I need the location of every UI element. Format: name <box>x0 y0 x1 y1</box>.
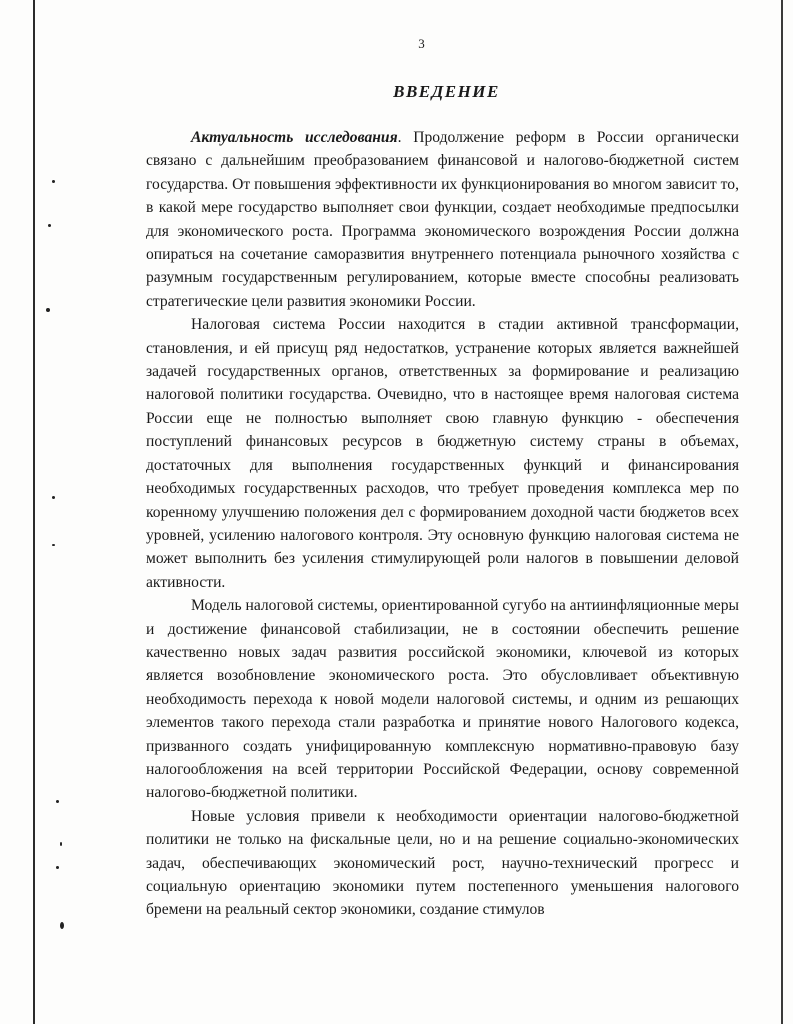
scan-speck <box>60 922 64 929</box>
scan-speck <box>60 842 62 846</box>
paragraph-text: Продолжение реформ в России органически связано с дальнейшим преобразованием финансовой и налогово-бюджетной систем государства. От повышения эффективности их функционирования во многом зависит то, в какой мере государство выполняет свои функции, создает необходимые предпосылки для экономического роста. Программа экономического возрождения России должна опираться на сочетание саморазвития внутреннего потенциала рыночного хозяйства с разумным государственным регулированием, которые вместе способны реализовать стратегические цели развития экономики России. <box>146 129 739 310</box>
paragraph-lead: Актуальность исследования <box>191 129 398 146</box>
body-text <box>146 126 739 922</box>
paragraph: Новые условия привели к необходимости ориентации налогово-бюджетной политики не только на фискальные цели, но и на решение социально-экономических задач, обеспечивающих экономический рост, научно-технический прогресс и социальную ориентацию экономики путем постепенного уменьшения налогового бремени на реальный сектор экономики, создание стимулов <box>146 807 739 919</box>
scan-left-border <box>33 0 35 1024</box>
paragraph: Налоговая система России находится в стадии активной трансформации, становления, и ей присущ ряд недостатков, устранение которых является важнейшей задачей государственных органов, ответственных за формирование и реализацию налоговой политики государства. Очевидно, что в настоящее время налоговая система России еще не полностью выполняет свою главную функцию - обеспечения поступлений финансовых ресурсов в бюджетную систему страны в объемах, достаточных для выполнения государственных функций и финансирования необходимых государственных расходов, что требует проведения комплекса мер по коренному улучшению положения дел с формированием доходной части бюджетов всех уровней, усилению налогового контроля. Эту основную функцию налоговая система не может выполнить без усиления стимулирующей роли налогов в повышении деловой активности. <box>146 316 739 591</box>
paragraph-lead-punct: . <box>397 129 402 146</box>
paragraph <box>146 126 739 313</box>
paragraph: Модель налоговой системы, ориентированной сугубо на антиинфляционные меры и достижение финансовой стабилизации, не в состоянии обеспечить решение качественно новых задач развития российской экономики, ключевой из которых является возобновление экономического роста. Это обусловливает объективную необходимость перехода к новой модели налоговой системы, и одним из решающих элементов такого перехода стали разработка и принятие нового Налогового кодекса, призванного создать унифицированную комплексную нормативно-правовую базу налогообложения на всей территории Российской Федерации, основу современной налогово-бюджетной политики. <box>146 597 740 802</box>
scan-speck <box>56 866 59 869</box>
scan-speck <box>52 544 55 546</box>
page-title: ВВЕДЕНИЕ <box>393 82 500 101</box>
scan-speck <box>48 224 51 227</box>
scan-speck <box>46 308 50 312</box>
scan-speck <box>52 496 55 499</box>
scan-speck <box>56 800 59 803</box>
scan-right-border <box>781 0 783 1024</box>
scan-speck <box>52 180 55 183</box>
page-number: 3 <box>418 36 425 51</box>
